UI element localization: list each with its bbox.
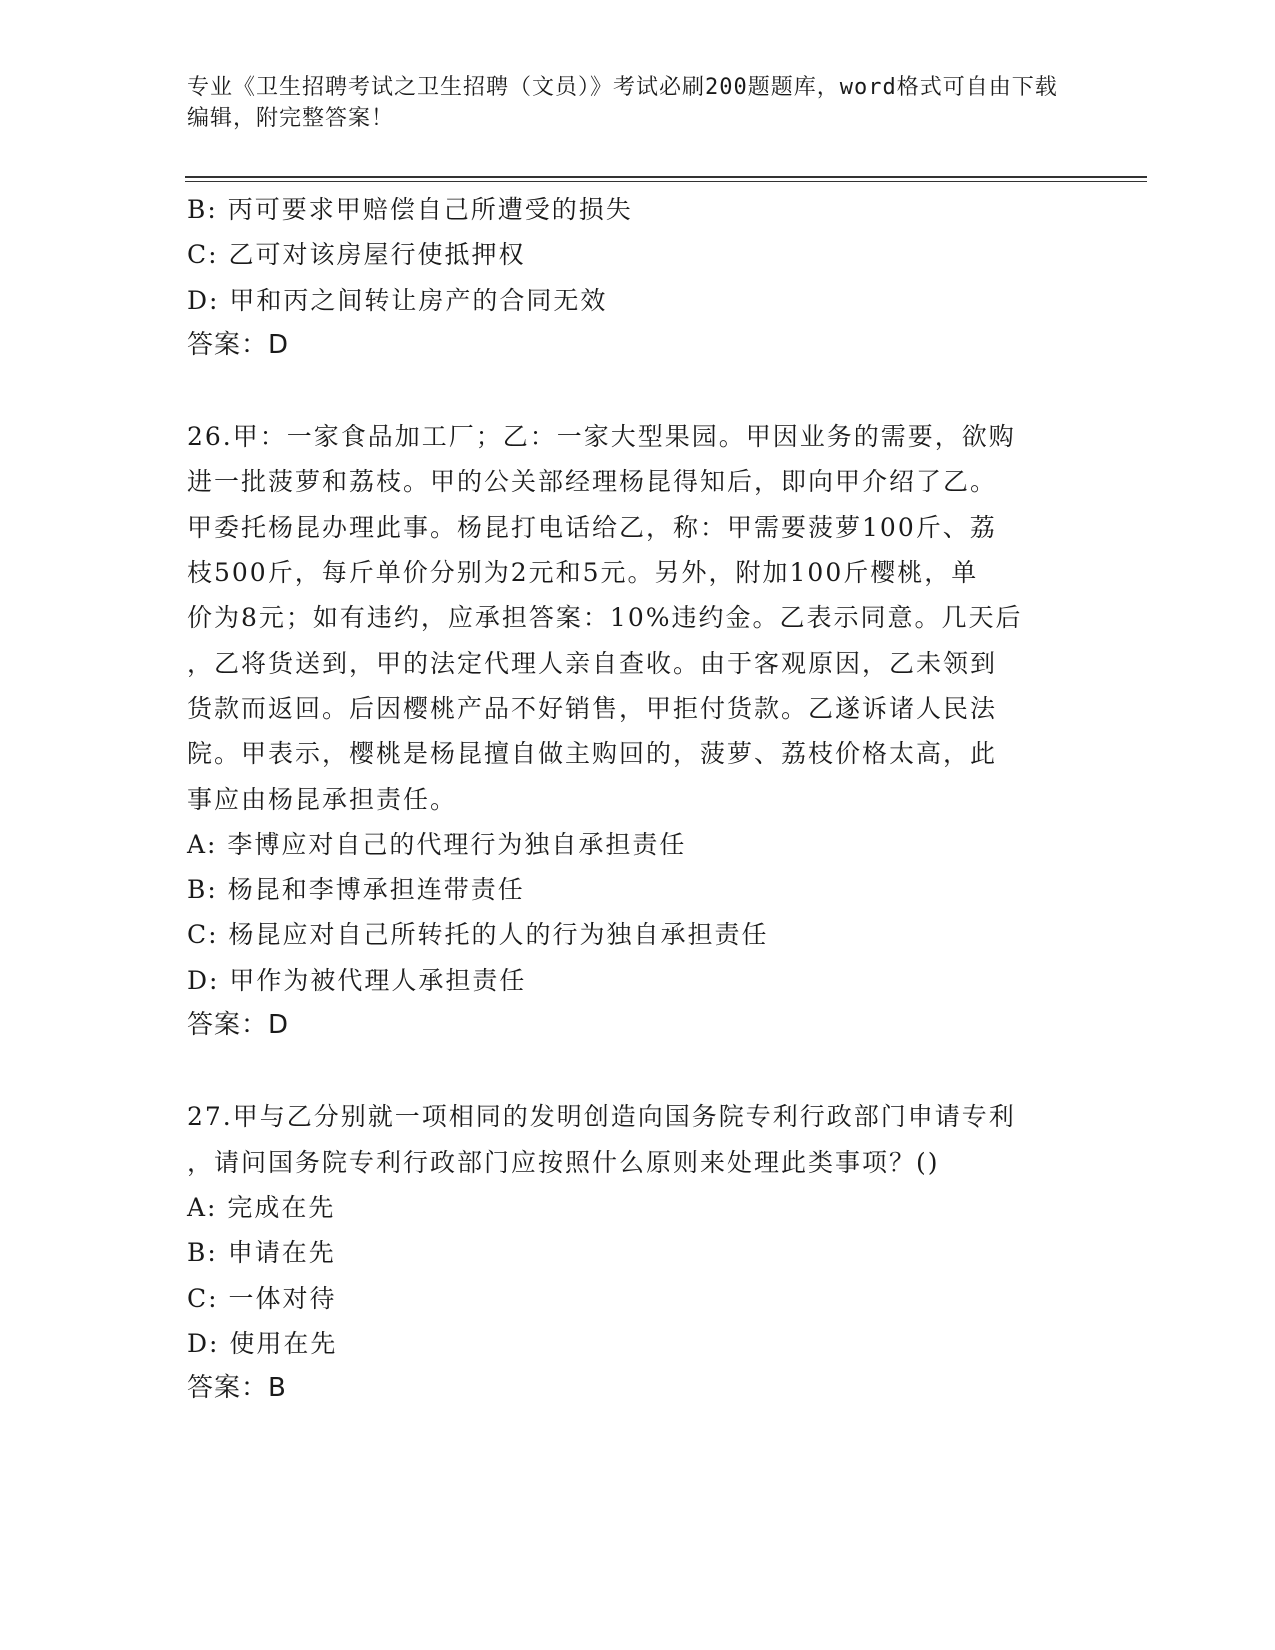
header-divider: [185, 176, 1147, 178]
answer: 答案：D: [187, 1010, 290, 1041]
question-text-line: 事应由杨昆承担责任。: [187, 784, 458, 814]
header-text: 专业《卫生招聘考试之卫生招聘（文员）》考试必刷200题题库，word格式可自由下载编辑，附完整答案！: [187, 75, 1058, 131]
question-text-line: 货款而返回。后因樱桃产品不好销售，甲拒付货款。乙遂诉诸人民法: [187, 693, 998, 723]
question-text-line: 甲委托杨昆办理此事。杨昆打电话给乙，称：甲需要菠萝100斤、荔: [187, 512, 997, 542]
question-25: [187, 187, 1067, 368]
question-text-line: ，请问国务院专利行政部门应按照什么原则来处理此类事项？(): [187, 1147, 940, 1177]
option-a: A: 李博应对自己的代理行为独自承担责任: [187, 829, 687, 859]
option-b: B: 丙可要求甲赔偿自己所遭受的损失: [187, 195, 633, 224]
question-text-line: 枝500斤，每斤单价分别为2元和5元。另外，附加100斤樱桃，单: [187, 558, 979, 588]
option-c: C: 乙可对该房屋行使抵押权: [187, 240, 526, 270]
option-c: C: 杨昆应对自己所转托的人的行为独自承担责任: [187, 920, 769, 950]
document-body: [187, 187, 1067, 1411]
question-text-line: 26.甲：一家食品加工厂；乙：一家大型果园。甲因业务的需要，欲购: [187, 422, 1016, 452]
header-divider-thin: [185, 181, 1147, 182]
option-b: B: 申请在先: [187, 1238, 336, 1268]
answer: 答案：B: [187, 1373, 287, 1404]
question-text-line: ，乙将货送到，甲的法定代理人亲自查收。由于客观原因，乙未领到: [187, 648, 998, 678]
document-header: [187, 72, 1067, 134]
question-text-line: 价为8元；如有违约，应承担答案：10%违约金。乙表示同意。几天后: [187, 603, 1023, 633]
option-c: C: 一体对待: [187, 1283, 337, 1313]
answer: 答案：D: [187, 329, 290, 360]
question-27: [187, 1094, 1067, 1411]
question-text-line: 27.甲与乙分别就一项相同的发明创造向国务院专利行政部门申请专利: [187, 1102, 1016, 1132]
option-d: D: 甲作为被代理人承担责任: [187, 965, 527, 995]
option-d: D: 甲和丙之间转让房产的合同无效: [187, 285, 608, 315]
question-text-line: 院。甲表示，樱桃是杨昆擅自做主购回的，菠萝、荔枝价格太高，此: [187, 739, 998, 769]
option-d: D: 使用在先: [187, 1328, 338, 1358]
option-b: B: 杨昆和李博承担连带责任: [187, 875, 525, 905]
question-text-line: 进一批菠萝和荔枝。甲的公关部经理杨昆得知后，即向甲介绍了乙。: [187, 467, 998, 497]
question-26: [187, 414, 1067, 1048]
option-a: A: 完成在先: [187, 1192, 336, 1222]
